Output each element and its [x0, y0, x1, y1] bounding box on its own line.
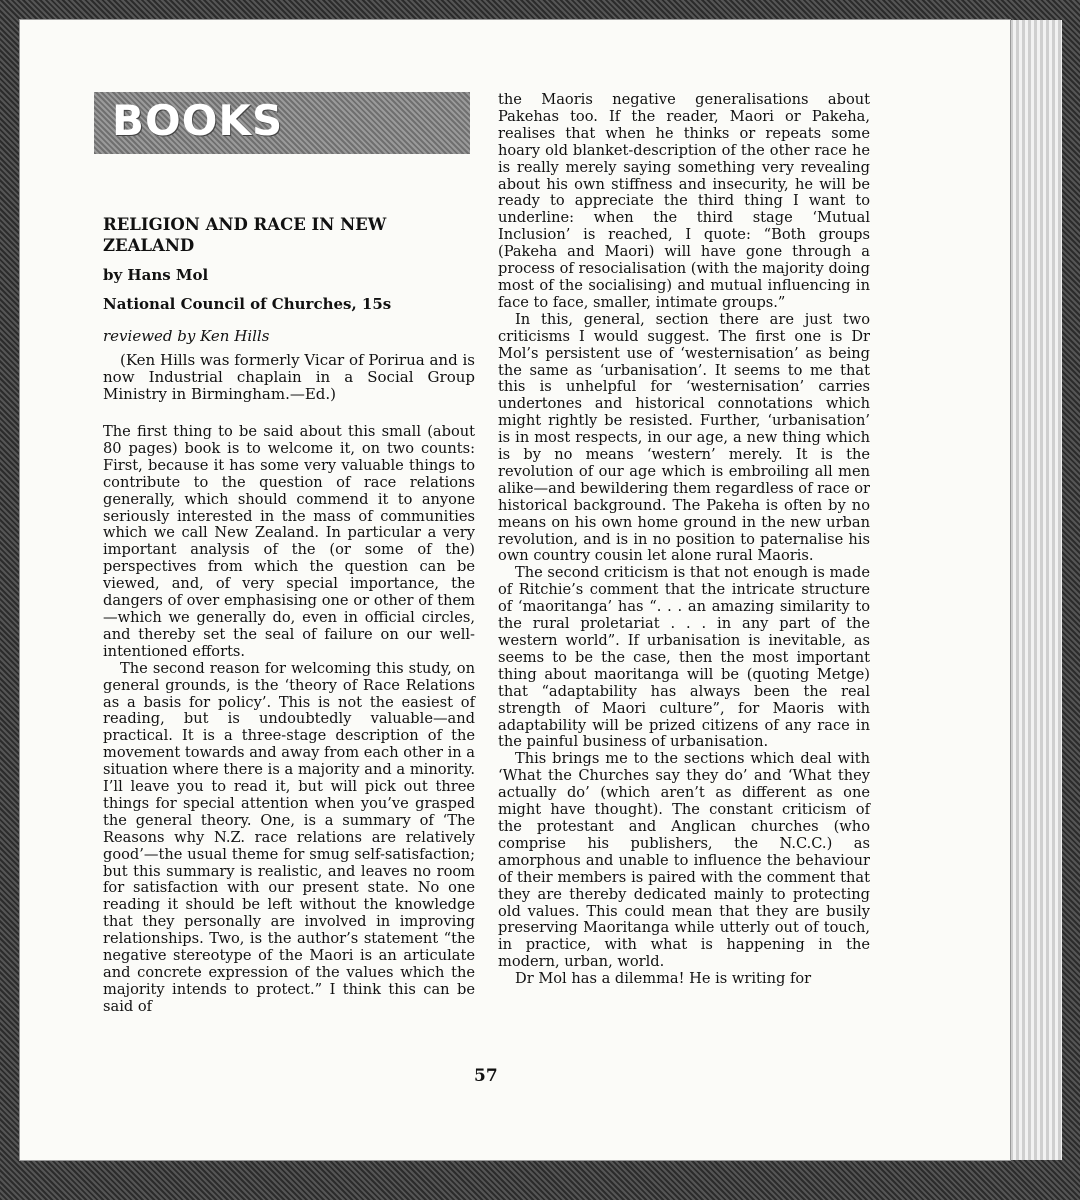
- body-paragraph: The second reason for welcoming this study, on general grounds, is the ‘theory of Race Relations as a basis for policy’. This is not the easiest of reading, but is undoubtedly valuable—and practical. It is a three-stage description of the movement towards and away from each other in a situation where there is a majority and a minority. I’ll leave you to read it, but will pick out three things for special attention when you’ve grasped the general theory. One, is a summary of ‘The Reasons why N.Z. race relations are relatively good’—the usual theme for smug self-satisfaction; but this summary is realistic, and leaves no room for satisfaction with our present state. No one reading it should be left without the knowledge that they personally are involved in improving relationships. Two, is the author’s statement “the negative stereotype of the Maori is an articulate and concrete expression of the values which the majority intends to protect.” I think this can be said of: [103, 659, 475, 1015]
- review-reviewer: reviewed by Ken Hills: [103, 327, 270, 345]
- body-paragraph: The second criticism is that not enough is made of Ritchie’s comment that the intricate structure of ‘maoritanga’ has “. . . an amazing similarity to the rural proletariat . . . in any part of the western world”. If urbanisation is inevitable, as seems to be the case, then the most important thing about maoritanga will be (quoting Metge) that “adaptability has always been the real strength of Maori culture”, for Maoris with adaptability will be prized citizens of any race in the painful business of urbanisation.: [498, 564, 870, 751]
- review-author: by Hans Mol: [103, 266, 209, 284]
- body-paragraph: Dr Mol has a dilemma! He is writing for: [515, 970, 812, 988]
- section-banner: [94, 92, 470, 154]
- scanner-edge: [1010, 20, 1062, 1160]
- body-paragraph: the Maoris negative generalisations about Pakehas too. If the reader, Maori or Pakeha, realises that when he thinks or repeats some hoary old blanket-description of the other race he is really merely saying something very revealing about his own stiffness and insecurity, he will be ready to appreciate the third thing I want to underline: when the third stage ‘Mutual Inclusion’ is reached, I quote: “Both groups (Pakeha and Maori) will have gone through a process of resocialisation (with the majority doing most of the socialising) and mutual influencing in face to face, smaller, intimate groups.”: [498, 91, 870, 311]
- page-number: 57: [474, 1066, 498, 1086]
- body-paragraph: The first thing to be said about this small (about 80 pages) book is to welcome it, on two counts: First, because it has some very valuable things to contribute to the question of race relations generally, which should commend it to anyone seriously interested in the mass of communities which we call New Zealand. In particular a very important analysis of the (or some of the) perspectives from which the question can be viewed, and, of very special importance, the dangers of over emphasising one or other of them—which we generally do, even in official circles, and thereby set the seal of failure on our well-intentioned efforts.: [103, 423, 475, 660]
- review-publisher: National Council of Churches, 15s: [103, 295, 392, 313]
- body-paragraph: In this, general, section there are just two criticisms I would suggest. The first one is Dr Mol’s persistent use of ‘westernisation’ as being the same as ‘urbanisation’. It seems to me that this is unhelpful for ‘westernisation’ carries undertones and historical connotations which might rightly be resisted. Further, ‘urbanisation’ is in most respects, in our age, a new thing which is by no means ‘western’ merely. It is the revolution of our age which is embroiling all men alike—and bewildering them regardless of race or historical background. The Pakeha is often by no means on his own home ground in the new urban revolution, and is in no position to paternalise his own country cousin let alone rural Maoris.: [498, 310, 870, 565]
- left-column: [103, 424, 475, 1016]
- right-column: [498, 92, 870, 988]
- body-paragraph: This brings me to the sections which deal with ‘What the Churches say they do’ and ‘What they actually do’ (which aren’t as different as one might have thought). The constant criticism of the protestant and Anglican churches (who comprise his publishers, the N.C.C.) as amorphous and unable to influence the behaviour of their members is paired with the comment that they are thereby dedicated mainly to protecting old values. This could mean that they are busily preserving Maoritanga while utterly out of touch, in practice, with what is happening in the modern, urban, world.: [498, 750, 870, 971]
- editor-note: (Ken Hills was formerly Vicar of Porirua and is now Industrial chaplain in a Social Group Ministry in Birmingham.—Ed.): [103, 351, 475, 403]
- review-title: RELIGION AND RACE IN NEW ZEALAND: [103, 215, 387, 255]
- section-banner-label: BOOKS: [112, 96, 284, 145]
